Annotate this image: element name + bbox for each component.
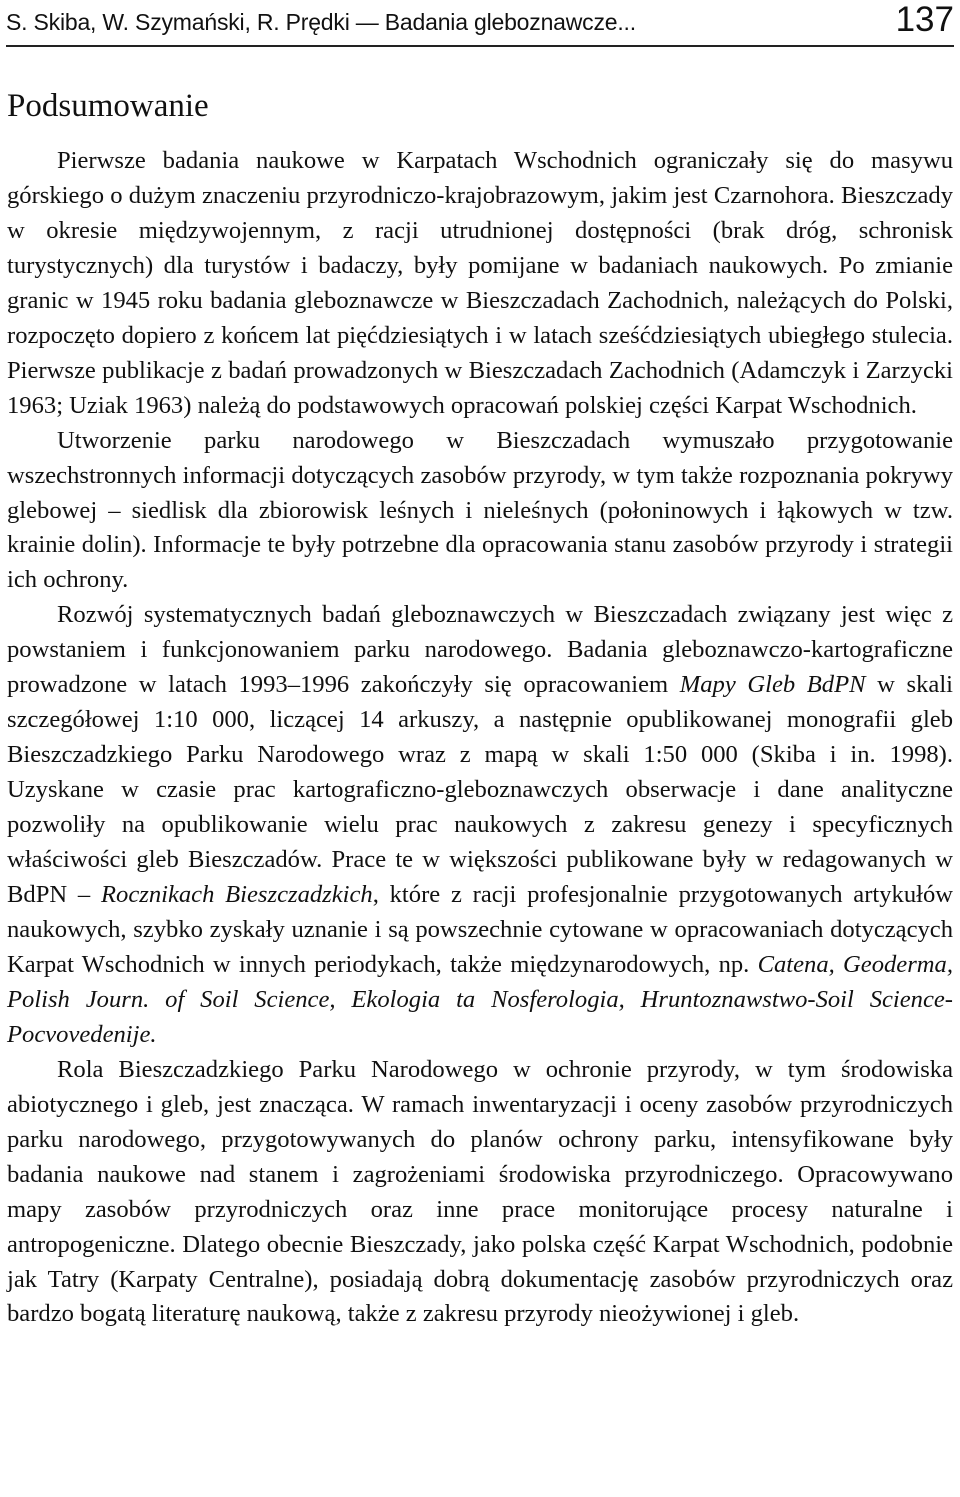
italic-title-segment: Mapy Gleb BdPN: [679, 671, 866, 699]
text-segment: Utworzenie parku narodowego w Bieszczadach wymuszało przygotowanie wszechstronnych informacji dotyczących zasobów przyrody, w tym także rozpoznania pokrywy glebowej – siedlisk dla zbiorowisk leśnych i nieleśnych (połoninowych i łąkowych w tzw. krainie dolin). Informacje te były potrzebne dla opracowania stanu zasobów przyrody i strategii ich ochrony.: [7, 426, 953, 594]
text-segment: , które z racji profesjonalnie przygotowanych artykułów naukowych, szybko zyskały uznanie i są powszechnie cytowane w opracowaniach dotyczących Karpat Wschodnich w innych periodykach, także międzynarodowych, np.: [7, 881, 954, 978]
page-number: 137: [895, 0, 954, 39]
italic-title-segment: Catena, Geoderma, Polish Journ. of Soil Science, Ekologia ta Nosferologia, Hruntoznawstwo-Soil Science-Pocvovedenije.: [7, 950, 953, 1048]
italic-title-segment: Rocznikach Bieszczadzkich: [101, 881, 373, 909]
header-rule: [6, 45, 954, 47]
paragraph: [7, 1053, 953, 1333]
body-text: [7, 144, 953, 1332]
text-segment: Rozwój systematycznych badań gleboznawczych w Bieszczadach związany jest więc z powstaniem i funkcjonowaniem parku narodowego. Badania gleboznawczo-kartograficzne prowadzone w latach 1993–1996 zakończyły się opracowaniem: [7, 601, 953, 699]
section-title: Podsumowanie: [7, 88, 209, 124]
text-segment: Pierwsze badania naukowe w Karpatach Wschodnich ograniczały się do masywu górskiego o dużym znaczeniu przyrodniczo-krajobrazowym, jakim jest Czarnohora. Bieszczady w okresie międzywojennym, z racji utrudnionej dostępności (brak dróg, schronisk turystycznych) dla turystów i badaczy, były pomijane w badaniach naukowych. Po zmianie granic w 1945 roku badania gleboznawcze w Bieszczadach Zachodnich, należących do Polski, rozpoczęto dopiero z końcem lat pięćdziesiątych i w latach sześćdziesiątych ubiegłego stulecia. Pierwsze publikacje z badań prowadzonych w Bieszczadach Zachodnich (Adamczyk i Zarzycki 1963; Uziak 1963) należą do podstawowych opracowań polskiej części Karpat Wschodnich.: [7, 147, 953, 419]
running-head: S. Skiba, W. Szymański, R. Prędki — Badania gleboznawcze...: [6, 9, 636, 35]
paragraph: [7, 144, 953, 424]
text-segment: Rola Bieszczadzkiego Parku Narodowego w ochronie przyrody, w tym środowiska abiotycznego i gleb, jest znacząca. W ramach inwentaryzacji i oceny zasobów przyrodniczych parku narodowego, przygotowywanych do planów ochrony parku, intensyfikowane były badania naukowe nad stanem i zagrożeniami środowiska przyrodniczego. Opracowywano mapy zasobów przyrodniczych oraz inne prace monitorujące procesy naturalne i antropogeniczne. Dlatego obecnie Bieszczady, jako polska część Karpat Wschodnich, podobnie jak Tatry (Karpaty Centralne), posiadają dobrą dokumentację zasobów przyrodniczych oraz bardzo bogatą literaturę naukową, także z zakresu przyrody nieożywionej i gleb.: [7, 1055, 953, 1328]
paragraph: [7, 598, 953, 1052]
paragraph: [7, 424, 953, 599]
text-segment: w skali szczegółowej 1:10 000, liczącej 14 arkuszy, a następnie opublikowanej monografii gleb Bieszczadzkiego Parku Narodowego wraz z mapą w skali 1:50 000 (Skiba i in. 1998). Uzyskane w czasie prac kartograficzno-gleboznawczych obserwacje i dane analityczne pozwoliły na opublikowanie wielu prac naukowych z zakresu genezy i specyficznych właściwości gleb Bieszczadów. Prace te w większości publikowane były w redagowanych w BdPN –: [7, 671, 953, 909]
page-header: [6, 0, 954, 42]
